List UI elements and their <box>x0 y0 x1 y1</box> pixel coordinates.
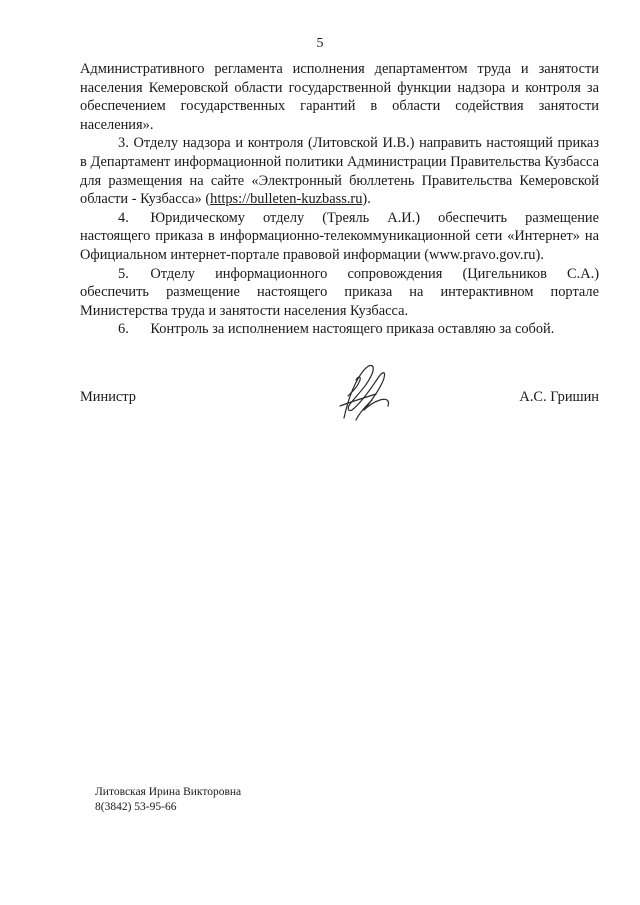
document-body <box>80 60 599 339</box>
page-number: 5 <box>316 36 324 51</box>
executor-contact <box>95 785 241 815</box>
paragraph-supervision-department <box>80 134 599 208</box>
executor-phone: 8(3842) 53-95-66 <box>95 801 177 813</box>
paragraph-supervision-end: ). <box>362 191 371 208</box>
paragraph-legal-department: 4. Юридическому отделу (Треяль А.И.) обеспечить размещение настоящего приказа в информационно-телекоммуникационной сети «Интернет» на Официальном интернет-портале правовой информации (www.pravo.gov.ru). <box>80 209 599 263</box>
signatory-position: Министр <box>80 389 136 405</box>
handwritten-signature <box>330 360 400 430</box>
signatory-name: А.С. Гришин <box>519 389 599 405</box>
paragraph-control: 6. Контроль за исполнением настоящего приказа оставляю за собой. <box>118 321 555 338</box>
paragraph-supervision-text: 3. Отделу надзора и контроля (Литовской И.В.) направить настоящий приказ в Департамент информационной политики Администрации Правительства Кузбасса для размещения на сайте «Электронный бюллетень Правительства Кемеровской области - Кузбасса» ( <box>80 135 599 208</box>
bulletin-link[interactable]: https://bulleten-kuzbass.ru <box>210 191 363 208</box>
paragraph-regulation: Административного регламента исполнения департаментом труда и занятости населения Кемеровской области государственной функции надзора и контроля за обеспечением государственных гарантий в области содействия занятости населения». <box>80 61 599 133</box>
paragraph-information-support: 5. Отделу информационного сопровождения (Цигельников С.А.) обеспечить размещение настоящего приказа на интерактивном портале Министерства труда и занятости населения Кузбасса. <box>80 265 599 319</box>
executor-name: Литовская Ирина Викторовна <box>95 786 242 798</box>
